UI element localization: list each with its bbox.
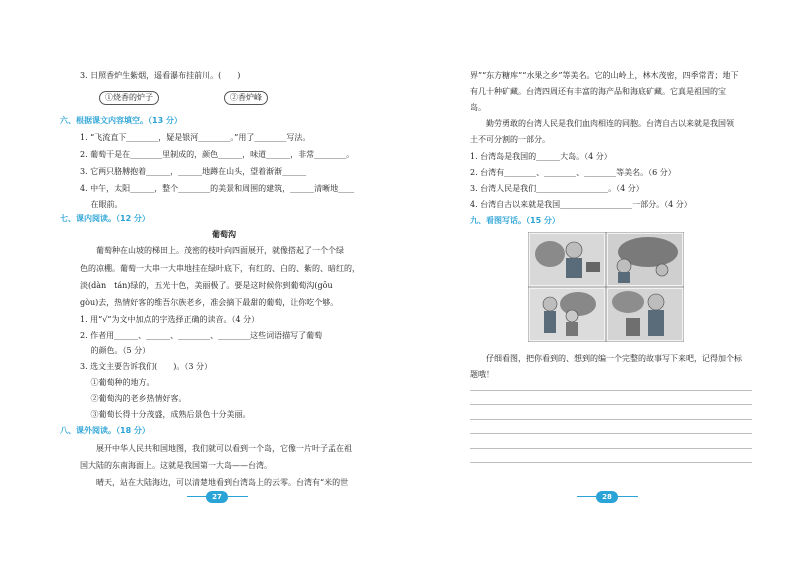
- reading-line-3: 淡(dàn tán)绿的，五光十色，美丽极了。要是这时候你到葡萄沟(gōu: [80, 281, 333, 290]
- r-top-line-2: 有几十种矿藏。台湾四周还有丰富的海产品和海底矿藏。它真是祖国的宝: [470, 87, 726, 96]
- writing-line-5[interactable]: [470, 448, 752, 449]
- section-7-title: 七、课内阅读。（12 分）: [60, 214, 150, 223]
- section-8-title: 八、课外阅读。（18 分）: [60, 426, 150, 435]
- comic-picture: [528, 232, 684, 342]
- r-top-line-5: 土不可分割的一部分。: [470, 135, 550, 144]
- s8-line-1: 展开中华人民共和国地图，我们就可以看到一个岛，它像一片叶子孟在祖: [80, 444, 352, 453]
- r-q-3: 3. 台湾人民是我们__________________。（4 分）: [470, 184, 644, 193]
- page-number-27: 27: [206, 491, 228, 503]
- option-1: ①烧香的炉子: [99, 91, 159, 105]
- r-top-line-4: 勤劳勇敢的台湾人民是我们血肉相连的同胞。台湾自古以来就是我国领: [470, 119, 734, 128]
- reading-title: 葡萄沟: [212, 229, 236, 239]
- s8-line-3: 晴天，站在大陆海边，可以清楚地看到台湾岛上的云零。台湾有“米的世: [80, 478, 349, 487]
- writing-line-3[interactable]: [470, 419, 752, 420]
- s6-line-2: 2. 葡萄干是在________里制成的，颜色______，味道______，非常________。: [80, 150, 355, 159]
- reading-q-3: 3. 选文主要告诉我们( )。（3 分）: [80, 362, 213, 371]
- reading-line-4: gòu)去，热情好客的维吾尔族老乡，准会摘下最甜的葡萄，让你吃个够。: [80, 298, 339, 307]
- writing-line-1[interactable]: [470, 390, 752, 391]
- r-top-line-1: 界”“东方糖库”“水果之乡”等美名。它的山岭上，林木茂密，四季常青；地下: [470, 71, 739, 80]
- reading-q-2: 2. 作者用______、______、________、________这些词语描写了葡萄: [80, 331, 323, 340]
- s8-line-2: 国大陆的东南海面上。这就是我国第一大岛——台湾。: [80, 461, 272, 470]
- reading-line-2: 色的凉棚。葡萄一大串一大串地挂在绿叶底下，有红的、白的、紫的、暗红的，: [80, 264, 360, 273]
- r-top-line-3: 岛。: [470, 103, 486, 112]
- page-number-28: 28: [596, 491, 618, 503]
- section-6-title: 六、根据课文内容填空。（13 分）: [60, 116, 182, 125]
- writing-line-2[interactable]: [470, 404, 752, 405]
- writing-line-4[interactable]: [470, 433, 752, 434]
- s6-line-5: 在眼前。: [80, 200, 123, 209]
- reading-opt-3: ③葡萄长得十分茂盛，成熟后景色十分美丽。: [80, 410, 251, 419]
- writing-line-6[interactable]: [470, 462, 752, 463]
- section-9-title: 九、看图写话。（15 分）: [470, 216, 560, 225]
- page-number-left: [187, 488, 247, 508]
- s6-line-3: 3. 它两只胳膊抱着______，______地蹲在山头，望着渐渐______: [80, 167, 307, 176]
- r-q-1: 1. 台湾岛是我国的______大岛。（4 分）: [470, 152, 612, 161]
- prompt-line-2: 题哦！: [470, 370, 494, 379]
- reading-q-1: 1. 用“√”为文中加点的字选择正确的读音。（4 分）: [80, 315, 260, 324]
- reading-opt-1: ①葡萄种的地方。: [80, 378, 155, 387]
- reading-line-1: 葡萄种在山坡的梯田上。茂密的枝叶向四面展开，就像搭起了一个个绿: [80, 246, 344, 255]
- option-2: ②香炉峰: [224, 91, 268, 105]
- reading-q-2b: 的颜色。（5 分）: [80, 346, 151, 355]
- page-number-right: [577, 488, 637, 508]
- prompt-line-1: 仔细看图，把你看到的、想到的编一个完整的故事写下来吧，记得加个标: [470, 354, 742, 363]
- r-q-2: 2. 台湾有________、________、________等美名。（6 分）: [470, 168, 676, 177]
- s6-line-4: 4. 中午，太阳______，整个________的美景和周围的建筑，______清晰地____: [80, 184, 355, 193]
- r-q-4: 4. 台湾自古以来就是我国__________________一部分。（4 分）: [470, 200, 692, 209]
- question-3-line: 3. 日照香炉生紫烟，遥看瀑布挂前川。( ): [80, 71, 241, 80]
- reading-opt-2: ②葡萄沟的老乡热情好客。: [80, 394, 187, 403]
- s6-line-1: 1. “飞流直下________，疑是银河________。”用了________写法。: [80, 133, 311, 142]
